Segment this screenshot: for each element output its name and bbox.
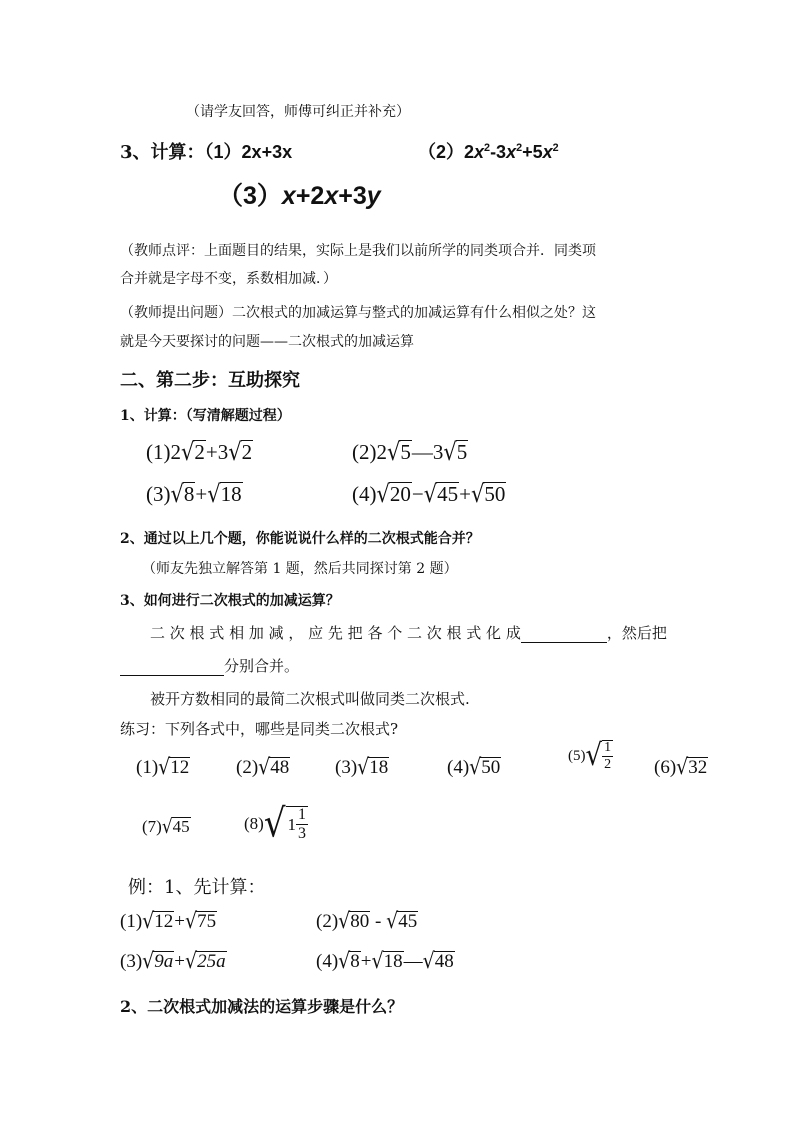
radicand: 5: [456, 440, 468, 464]
s2-note: （师友先独立解答第 1 题，然后共同探讨第 2 题）: [142, 561, 458, 577]
example-label: 例：1、先计算：: [128, 877, 266, 898]
q3-part3-x2: x: [324, 182, 339, 210]
radicand: 45: [172, 817, 190, 836]
q3-part3-pre: （3）: [218, 182, 282, 210]
q3-part3-plus1: +2: [295, 182, 325, 210]
radicand: 50: [481, 757, 501, 778]
comment-line3: （教师提出问题）二次根式的加减运算与整式的加减运算有什么相似之处？这: [120, 305, 596, 321]
item-number: (2): [236, 757, 259, 778]
sqrt-icon: √: [142, 908, 155, 934]
ex-e3-pre: (3): [120, 951, 143, 972]
q3-part2-pre: （2）2: [418, 142, 475, 162]
sqrt-icon: √: [170, 480, 184, 508]
s1-expr2: [352, 440, 468, 465]
s3-text-b: ，然后把: [606, 624, 667, 642]
ex-e1-pre: (1): [120, 911, 143, 932]
practice-item-3: [335, 756, 389, 779]
practice-item-5: [568, 740, 613, 772]
radicand: 48: [270, 757, 290, 778]
q3-exp3: 2: [552, 142, 559, 154]
denominator: 2: [604, 757, 612, 772]
radicand: 12: [154, 911, 174, 932]
s1-expr4: [352, 482, 506, 507]
sqrt-icon: √: [422, 948, 435, 974]
sqrt-icon: √: [338, 948, 351, 974]
s1-e2-pre: (2)2: [352, 440, 387, 464]
radicand: 45: [398, 911, 418, 932]
comment-line4: 就是今天要探讨的问题——二次根式的加减运算: [120, 334, 414, 350]
s1-e1-mid: +3: [205, 440, 229, 464]
s3-fill-line2: [120, 655, 299, 676]
item-number: (3): [335, 757, 358, 778]
numerator: 1: [604, 740, 612, 755]
sqrt-icon: √: [228, 438, 242, 466]
q3-part2-x1: x: [474, 142, 485, 162]
sqrt-icon: √: [371, 948, 384, 974]
numerator: 1: [298, 806, 306, 823]
teacher-note: （请学友回答，师傅可纠正并补充）: [186, 104, 410, 120]
q3-part2-x3: x: [542, 142, 553, 162]
ex-e4-mid2: —: [403, 951, 423, 972]
s1-label: 1、计算：（写清解题过程）: [120, 408, 291, 424]
q3-line1: [120, 138, 292, 164]
q3-part3: [218, 176, 381, 212]
radicand: 2: [241, 440, 253, 464]
sqrt-icon: √: [386, 908, 399, 934]
radicand: 18: [220, 482, 242, 506]
sqrt-icon: √: [443, 438, 457, 466]
sqrt-icon: √: [357, 754, 370, 780]
s1-e4-mid1: −: [411, 482, 424, 506]
s3-label: 3、如何进行二次根式的加减运算？: [120, 593, 340, 609]
sqrt-icon: √: [181, 438, 195, 466]
q3-exp2: 2: [516, 142, 523, 154]
s1-e4-mid2: +: [459, 482, 471, 506]
sqrt-icon: √: [470, 480, 485, 508]
sqrt-icon: √: [207, 480, 221, 508]
item-number: (7): [142, 817, 162, 836]
s3-text-a: 二 次 根 式 相 加 减 ， 应 先 把 各 个 二 次 根 式 化 成: [150, 624, 521, 642]
q3-part2-mid1: -3: [490, 142, 507, 162]
radicand: 25a: [197, 951, 226, 972]
sqrt-icon: √: [585, 738, 603, 774]
example-expr2: [316, 910, 418, 933]
ex-e3-mid: +: [174, 951, 185, 972]
radicand: 5: [400, 440, 411, 464]
answer-blank-2[interactable]: [120, 657, 224, 676]
s1-e3-mid: +: [195, 482, 208, 506]
radicand: 50: [484, 482, 506, 506]
radicand: 8: [350, 951, 360, 972]
s1-e1-pre: (1)2: [146, 440, 181, 464]
fraction: [296, 807, 308, 842]
item-number: (1): [136, 757, 159, 778]
sqrt-icon: √: [338, 908, 351, 934]
radicand: 75: [197, 911, 217, 932]
definition: 被开方数相同的最简二次根式叫做同类二次根式.: [150, 690, 470, 708]
comment-line2: 合并就是字母不变，系数相加减．）: [120, 271, 337, 287]
q3-part3-x1: x: [281, 182, 296, 210]
radicand: 45: [437, 482, 459, 506]
q3-part1: （1）2x+3x: [204, 142, 293, 162]
q3-part3-plus2: +3: [338, 182, 367, 210]
sqrt-icon: √: [161, 815, 173, 839]
practice-item-4: [447, 756, 501, 779]
sqrt-icon: √: [676, 754, 689, 780]
sqrt-icon: √: [158, 754, 171, 780]
sqrt-icon: √: [387, 438, 401, 466]
s1-e3-pre: (3): [146, 482, 171, 506]
s2-label: 2、通过以上几个题，你能说说什么样的二次根式能合并？: [120, 531, 480, 547]
item-number: (8): [244, 814, 264, 833]
practice-item-1: [136, 756, 190, 779]
answer-blank-1[interactable]: [521, 624, 607, 643]
sqrt-icon: √: [184, 948, 198, 974]
radicand: 12: [170, 757, 190, 778]
s1-expr3: [146, 482, 243, 507]
q3-part2-x2: x: [506, 142, 517, 162]
q3-label: 3、计算：: [120, 142, 205, 163]
practice-item-7: [142, 817, 191, 837]
example-expr4: [316, 950, 455, 973]
radicand: 18: [369, 757, 389, 778]
sqrt-icon: √: [184, 908, 198, 934]
q3-part3-y: y: [366, 182, 381, 210]
example-expr3: [120, 950, 227, 973]
fraction: [602, 740, 613, 772]
practice-item-6: [654, 756, 708, 779]
radicand: 9a: [154, 951, 174, 972]
radicand: 80: [350, 911, 370, 932]
sqrt-icon: √: [263, 801, 286, 847]
radicand: 2: [194, 440, 205, 464]
practice-label: 练习：下列各式中，哪些是同类二次根式?: [120, 720, 399, 738]
radicand: 8: [183, 482, 195, 506]
sqrt-icon: √: [142, 948, 155, 974]
mixed-number: [286, 806, 309, 842]
denominator: 3: [298, 825, 306, 842]
radicand: 48: [434, 951, 454, 972]
ex-e4-pre: (4): [316, 951, 339, 972]
item-number: (5): [568, 747, 586, 764]
whole-part: 1: [287, 814, 296, 834]
practice-item-8: [244, 801, 308, 847]
example-expr1: [120, 910, 217, 933]
s3-fill-line1: [150, 622, 667, 643]
ex-e2-mid: -: [370, 911, 387, 932]
practice-item-2: [236, 756, 290, 779]
radicand: 32: [688, 757, 708, 778]
s1-e4-pre: (4): [352, 482, 377, 506]
item-number: (4): [447, 757, 470, 778]
q3-part2-mid2: +5: [522, 142, 543, 162]
q3-part2: [418, 138, 559, 164]
s1-e2-mid: —3: [411, 440, 444, 464]
sqrt-icon: √: [258, 754, 271, 780]
radicand: 20: [389, 482, 411, 506]
s1-expr1: [146, 440, 253, 465]
sqrt-icon: √: [376, 480, 390, 508]
radicand: 18: [383, 951, 403, 972]
final-question: 2、二次根式加减法的运算步骤是什么？: [120, 997, 404, 1016]
item-number: (6): [654, 757, 677, 778]
s3-text-c: 分别合并。: [224, 657, 300, 675]
ex-e1-mid: +: [174, 911, 185, 932]
comment-line1: （教师点评：上面题目的结果，实际上是我们以前所学的同类项合并．同类项: [120, 243, 596, 259]
ex-e2-pre: (2): [316, 911, 339, 932]
sqrt-icon: √: [423, 480, 438, 508]
ex-e4-mid1: +: [360, 951, 372, 972]
section-title: 二、第二步：互助探究: [120, 370, 300, 391]
q3-exp1: 2: [484, 142, 491, 154]
sqrt-icon: √: [469, 754, 482, 780]
